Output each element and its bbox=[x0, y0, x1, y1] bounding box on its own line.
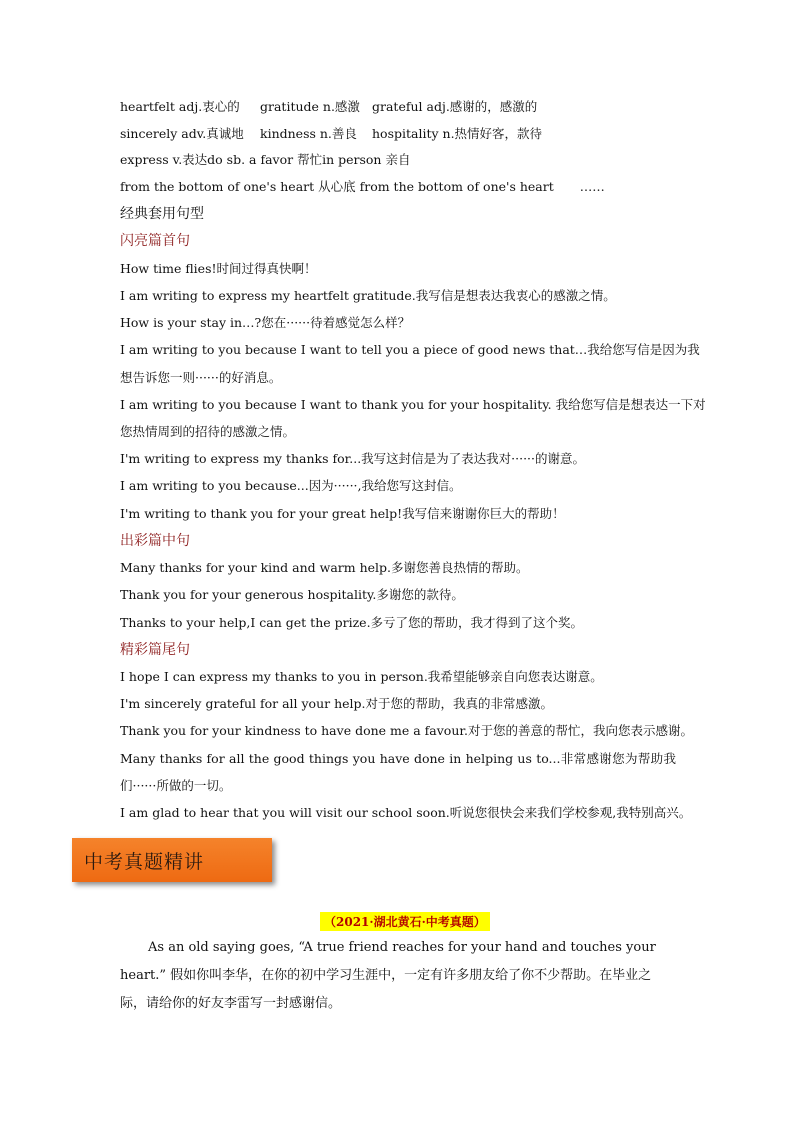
sentence: I'm sincerely grateful for all your help.对于您的帮助，我真的非常感激。 bbox=[120, 696, 553, 711]
sentence: I am writing to you because...因为······,我给您写这封信。 bbox=[120, 478, 462, 493]
sentence-continued: 们······所做的一切。 bbox=[120, 778, 232, 793]
exam-source-tag: （2021·湖北黄石·中考真题） bbox=[320, 912, 490, 931]
sentence: Many thanks for your kind and warm help.多谢您善良热情的帮助。 bbox=[120, 560, 529, 575]
sentence: Thank you for your kindness to have done me a favour.对于您的善意的帮忙，我向您表示感谢。 bbox=[120, 723, 693, 738]
sentence-continued: 您热情周到的招待的感激之情。 bbox=[120, 424, 296, 439]
sentence-continued: 想告诉您一则······的好消息。 bbox=[120, 370, 282, 385]
sentence: I am writing to you because I want to thank you for your hospitality. 我给您写信是想表达一下对 bbox=[120, 397, 706, 412]
ellipsis: …… bbox=[579, 179, 605, 194]
sentence: I am glad to hear that you will visit our school soon.听说您很快会来我们学校参观,我特别高兴。 bbox=[120, 805, 692, 820]
sentence: I hope I can express my thanks to you in person.我希望能够亲自向您表达谢意。 bbox=[120, 669, 603, 684]
section-title: 经典套用句型 bbox=[120, 206, 204, 222]
vocab-item: heartfelt adj.衷心的 bbox=[120, 99, 240, 114]
sentence: Thank you for your generous hospitality.多谢您的款待。 bbox=[120, 587, 464, 602]
writing-prompt: As an old saying goes, “A true friend reaches for your hand and touches your heart.” 假如你叫李华，在你的初中学习生涯中，一定有许多朋友给了你不少帮助。在毕业之际，请给你的好友李雷写一封感谢信。 bbox=[120, 940, 656, 1011]
sentence: Many thanks for all the good things you have done in helping us to...非常感谢您为帮助我 bbox=[120, 751, 676, 766]
sentence: I'm writing to thank you for your great help!我写信来谢谢你巨大的帮助！ bbox=[120, 506, 565, 521]
closing-heading: 精彩篇尾句 bbox=[120, 642, 190, 658]
opening-heading: 闪亮篇首句 bbox=[120, 233, 190, 249]
vocab-line: express v.表达do sb. a favor 帮忙in person 亲自 bbox=[120, 152, 411, 167]
sentence: I am writing to express my heartfelt gratitude.我写信是想表达我衷心的感激之情。 bbox=[120, 288, 616, 303]
vocab-item: hospitality n.热情好客，款待 bbox=[372, 126, 543, 141]
sentence: I'm writing to express my thanks for...我写这封信是为了表达我对······的谢意。 bbox=[120, 451, 586, 466]
vocab-item: sincerely adv.真诚地 bbox=[120, 126, 244, 141]
vocab-item: gratitude n.感激 bbox=[260, 99, 360, 114]
sentence: How time flies!时间过得真快啊！ bbox=[120, 261, 317, 276]
vocab-line bbox=[120, 179, 605, 195]
section-banner bbox=[72, 838, 272, 882]
vocab-phrase: from the bottom of one's heart 从心底 from the bottom of one's heart bbox=[120, 179, 554, 194]
banner-title: 中考真题精讲 bbox=[84, 850, 205, 873]
sentence: Thanks to your help,I can get the prize.多亏了您的帮助，我才得到了这个奖。 bbox=[120, 615, 584, 630]
vocab-item: grateful adj.感谢的，感激的 bbox=[372, 99, 538, 114]
sentence: How is your stay in…?您在······待着感觉怎么样？ bbox=[120, 315, 411, 330]
vocab-item: kindness n.善良 bbox=[260, 126, 357, 141]
middle-heading: 出彩篇中句 bbox=[120, 533, 190, 549]
sentence: I am writing to you because I want to tell you a piece of good news that…我给您写信是因为我 bbox=[120, 342, 700, 357]
